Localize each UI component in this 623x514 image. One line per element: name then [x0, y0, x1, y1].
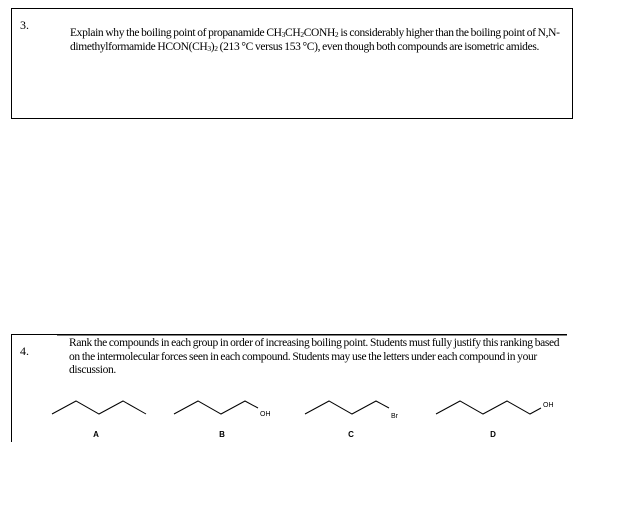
- q3-subscript: 3: [207, 43, 211, 53]
- q3-subscript: 3: [281, 30, 286, 39]
- q3-text-part: ): [210, 40, 215, 53]
- compound-c-letter: C: [348, 430, 354, 439]
- compound-b: [174, 401, 271, 439]
- compound-d-letter: D: [490, 430, 496, 439]
- compound-d-oh-label: OH: [543, 402, 554, 409]
- question-3-number: 3.: [20, 18, 29, 32]
- compound-d-skeleton: [436, 401, 541, 414]
- compound-a-letter: A: [93, 430, 99, 439]
- q3-text-part: CH: [285, 27, 301, 39]
- q3-subscript: 2: [334, 30, 339, 39]
- q3-text-part: is considerably higher than the boiling point of N,N-dimethylformamide HCON(CH: [70, 27, 560, 53]
- compound-c-br-label: Br: [391, 413, 398, 420]
- compound-c-skeleton: [305, 401, 389, 414]
- q3-text-part: CONH: [303, 27, 335, 39]
- question-4-text: Rank the compounds in each group in order of increasing boiling point. Students must fully justify this ranking based on the intermolecular forces seen in each compound. Students may use the letters under each compound in your discussion.: [69, 337, 560, 376]
- q3-text-part: (213 °C versus 153 °C), even though both compounds are isometric amides.: [217, 40, 539, 53]
- q3-subscript: 2: [300, 30, 304, 39]
- compound-b-letter: B: [219, 430, 225, 439]
- compound-b-skeleton: [174, 401, 258, 414]
- compound-b-oh-label: OH: [260, 411, 271, 418]
- compound-c: [305, 401, 399, 439]
- compound-a: [52, 401, 146, 439]
- compound-a-skeleton: [52, 401, 146, 414]
- q3-subscript: 2: [214, 43, 218, 53]
- compound-d: [436, 401, 554, 439]
- question-4-number: 4.: [20, 344, 29, 358]
- q3-text-part: Explain why the boiling point of propanamide CH: [70, 27, 282, 39]
